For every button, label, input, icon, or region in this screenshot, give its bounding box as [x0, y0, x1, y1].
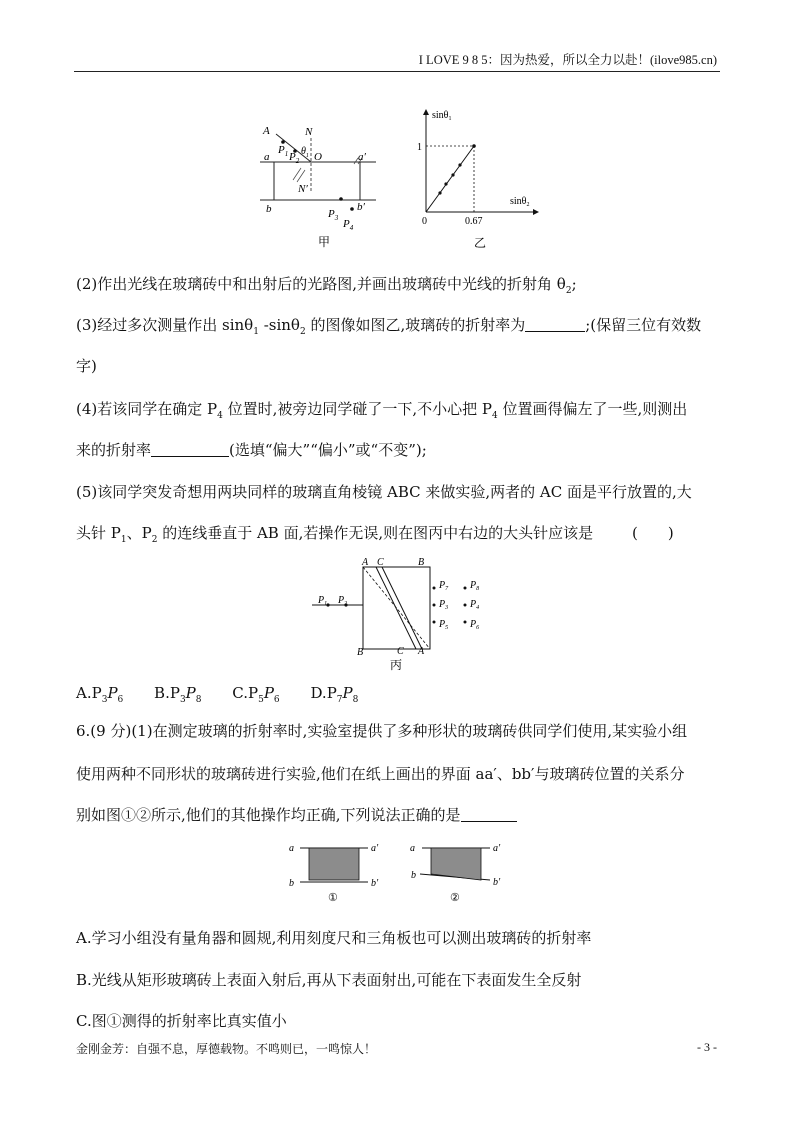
y-tick-label: 1	[417, 142, 422, 153]
label-a: a	[264, 151, 270, 163]
figure-jia	[258, 120, 378, 250]
question-5-line1: (5)该同学突发奇想用两块同样的玻璃直角棱镜 ABC 来做实验,两者的 AC 面是平行放置的,大	[76, 483, 692, 501]
caption-jia: 甲	[318, 235, 331, 249]
q6-option-b[interactable]: B.光线从矩形玻璃砖上表面入射后,再从下表面射出,可能在下表面发生全反射	[76, 971, 582, 989]
svg-text:P5: $P_5$	[439, 619, 449, 631]
svg-text:a: a	[410, 843, 415, 854]
answer-blank-q3[interactable]	[525, 317, 585, 332]
figure-yi	[410, 104, 550, 252]
svg-text:P2: $P_2$	[289, 151, 300, 165]
svg-text:a: a	[289, 843, 294, 854]
option-b[interactable]: $B.P_3P_8$	[154, 684, 202, 705]
question-3-line1: (3)经过多次测量作出 sinθ$_1$ -sinθ$_2$ 的图像如图乙,玻璃砖的折射率为 ;(保留三位有效数	[76, 316, 702, 337]
svg-text:sinθ1: sinθ$_1$	[432, 110, 452, 122]
question-4-line1: (4)若该同学在确定 $P_4$ 位置时,被旁边同学碰了一下,不小心把 $P_4$ 位置画得偏左了一些,则测出	[76, 400, 688, 421]
data-point	[451, 173, 454, 176]
page-number: - 3 -	[697, 1040, 717, 1054]
label-b: b	[266, 203, 272, 215]
options-q5	[76, 683, 384, 710]
question-2: (2)作出光线在玻璃砖中和出射后的光路图,并画出玻璃砖中光线的折射角 $\theta_2$;	[76, 275, 577, 296]
caption-fig1: ①	[328, 892, 338, 904]
pin-p3-dot	[339, 197, 343, 201]
q6-option-c[interactable]: C.图①测得的折射率比真实值小	[76, 1012, 287, 1030]
svg-text:a′: a′	[493, 843, 501, 854]
pin-p4-dot	[350, 207, 354, 211]
caption-yi: 乙	[474, 236, 487, 250]
svg-text:P2: $P_2$	[338, 595, 348, 607]
svg-text:C: C	[377, 557, 384, 568]
label-O: O	[314, 151, 322, 163]
svg-text:P4: $P_4$	[470, 599, 480, 611]
figure-bing	[310, 555, 500, 673]
data-point	[438, 191, 441, 194]
brick-1	[309, 848, 359, 880]
svg-text:b: b	[411, 870, 416, 881]
brick-2	[431, 848, 481, 880]
q6-option-a[interactable]: A.学习小组没有量角器和圆规,利用刻度尺和三角板也可以测出玻璃砖的折射率	[76, 929, 592, 947]
question-5-line2: 头针 $P_1$、$P_2$ 的连线垂直于 AB 面,若操作无误,则在图丙中右边的大头针应该是	[76, 524, 594, 545]
svg-text:b′: b′	[493, 877, 501, 888]
svg-text:θ1: $\theta_1$	[301, 146, 309, 159]
x-tick-label: 0.67	[465, 216, 483, 227]
svg-text:P1: $P_1$	[318, 595, 328, 607]
figure-bricks	[284, 838, 514, 908]
answer-paren-q5[interactable]: ( )	[632, 524, 674, 542]
svg-text:P1: $P_1$	[278, 144, 289, 158]
svg-text:P3: $P_3$	[328, 208, 339, 222]
label-A: A	[263, 125, 270, 137]
data-point	[472, 144, 476, 148]
svg-text:P4: $P_4$	[343, 218, 354, 232]
svg-text:b: b	[289, 878, 294, 889]
question-3-line2: 字)	[76, 357, 97, 375]
svg-text:A: A	[418, 646, 425, 657]
answer-blank-q4[interactable]	[151, 442, 229, 457]
data-point	[458, 163, 461, 166]
svg-text:P8: $P_8$	[470, 580, 480, 592]
svg-text:C: C	[397, 646, 404, 657]
answer-blank-q6[interactable]	[461, 807, 517, 822]
question-6-line3: 别如图①②所示,他们的其他操作均正确,下列说法正确的是	[76, 805, 517, 825]
svg-text:B: B	[418, 557, 425, 568]
question-4-line2: 来的折射率 (选填“偏大”“偏小”或“不变”);	[76, 441, 427, 459]
page-header: I LOVE 9 8 5：因为热爱，所以全力以赴！(ilove985.cn)	[418, 53, 717, 67]
option-c[interactable]: $C.P_5P_6$	[232, 684, 280, 705]
caption-bing: 丙	[390, 658, 403, 672]
footer-motto: 金刚金芳：自强不息，厚德载物。不鸣则已，一鸣惊人！	[76, 1042, 377, 1056]
svg-text:P6: $P_6$	[470, 619, 480, 631]
question-6-line1: 6.(9 分)(1)在测定玻璃的折射率时,实验室提供了多种形状的玻璃砖供同学们使用,某实验小组	[76, 722, 688, 740]
data-point	[444, 182, 447, 185]
option-d[interactable]: $D.P_7P_8$	[310, 684, 359, 705]
caption-fig2: ②	[450, 892, 460, 904]
label-N: N	[305, 126, 313, 138]
svg-text:a′: a′	[371, 843, 379, 854]
svg-text:b′: b′	[371, 878, 379, 889]
svg-text:sinθ2: sinθ$_2$	[510, 196, 530, 208]
svg-text:P3: $P_3$	[439, 599, 449, 611]
header-rule	[74, 71, 720, 72]
question-6-line2: 使用两种不同形状的玻璃砖进行实验,他们在纸上画出的界面 aa′、bb′与玻璃砖位置的关系分	[76, 765, 685, 783]
svg-text:P7: $P_7$	[439, 580, 449, 592]
label-N-prime: N′	[298, 183, 308, 195]
option-a[interactable]: $A.P_3P_6$	[76, 684, 124, 705]
fit-line	[426, 146, 474, 212]
label-b-prime: b′	[357, 201, 365, 213]
svg-text:B: B	[357, 647, 364, 658]
origin-label: 0	[422, 216, 427, 227]
svg-text:A: A	[362, 557, 369, 568]
label-a-prime: a′	[358, 151, 366, 163]
